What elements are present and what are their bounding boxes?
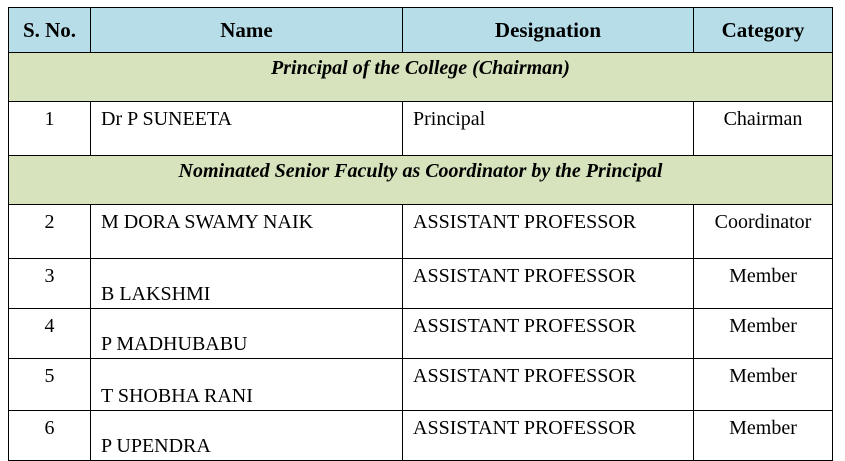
cell-sno: 1 <box>9 102 91 156</box>
table-row <box>9 411 833 461</box>
cell-name: Dr P SUNEETA <box>91 102 403 156</box>
table-row <box>9 205 833 259</box>
cell-designation: ASSISTANT PROFESSOR <box>403 411 694 461</box>
cell-sno: 5 <box>9 359 91 411</box>
cell-name: P MADHUBABU <box>91 309 403 359</box>
table-row <box>9 102 833 156</box>
cell-name: M DORA SWAMY NAIK <box>91 205 403 259</box>
table-row <box>9 309 833 359</box>
cell-designation: ASSISTANT PROFESSOR <box>403 359 694 411</box>
cell-sno: 2 <box>9 205 91 259</box>
header-sno: S. No. <box>9 8 91 53</box>
cell-sno: 4 <box>9 309 91 359</box>
table-row <box>9 259 833 309</box>
cell-sno: 6 <box>9 411 91 461</box>
cell-designation: ASSISTANT PROFESSOR <box>403 205 694 259</box>
cell-category: Member <box>694 309 833 359</box>
cell-name: B LAKSHMI <box>91 259 403 309</box>
cell-category: Chairman <box>694 102 833 156</box>
cell-category: Coordinator <box>694 205 833 259</box>
section-title: Nominated Senior Faculty as Coordinator by the Principal <box>9 156 833 205</box>
cell-designation: ASSISTANT PROFESSOR <box>403 259 694 309</box>
header-name: Name <box>91 8 403 53</box>
cell-category: Member <box>694 359 833 411</box>
cell-name: P UPENDRA <box>91 411 403 461</box>
section-title: Principal of the College (Chairman) <box>9 53 833 102</box>
header-row <box>9 8 833 53</box>
header-designation: Designation <box>403 8 694 53</box>
cell-category: Member <box>694 259 833 309</box>
cell-designation: ASSISTANT PROFESSOR <box>403 309 694 359</box>
committee-table <box>8 7 833 461</box>
section-row <box>9 53 833 102</box>
cell-category: Member <box>694 411 833 461</box>
cell-designation: Principal <box>403 102 694 156</box>
header-category: Category <box>694 8 833 53</box>
section-row <box>9 156 833 205</box>
cell-sno: 3 <box>9 259 91 309</box>
table-row <box>9 359 833 411</box>
cell-name: T SHOBHA RANI <box>91 359 403 411</box>
